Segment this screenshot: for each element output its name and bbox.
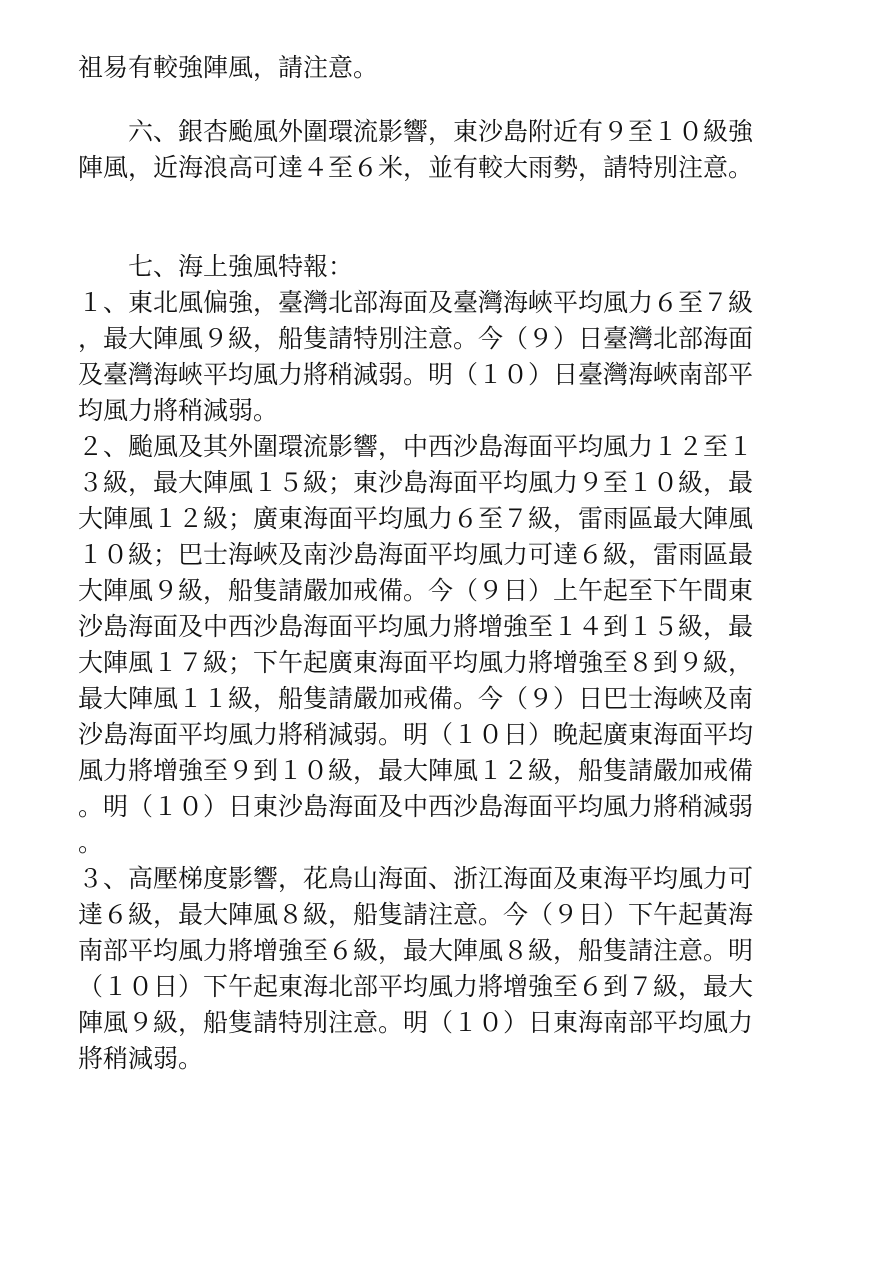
paragraph-line: 大陣風１７級；下午起廣東海面平均風力將增強至８到９級， — [78, 648, 754, 677]
paragraph-line: 陣風９級，船隻請特別注意。明（１０）日東海南部平均風力 — [78, 1008, 754, 1037]
paragraph-line: 最大陣風１１級，船隻請嚴加戒備。今（９）日巴士海峽及南 — [78, 684, 754, 713]
paragraph-line: 及臺灣海峽平均風力將稍減弱。明（１０）日臺灣海峽南部平 — [78, 360, 754, 389]
item2-paragraph — [78, 429, 813, 861]
paragraph-line: 均風力將稍減弱。 — [78, 396, 279, 425]
paragraph-line: 。 — [78, 828, 104, 857]
section6-line: 陣風，近海浪高可達４至６米，並有較大雨勢，請特別注意。 — [78, 153, 754, 182]
section6-line: 六、銀杏颱風外圍環流影響，東沙島附近有９至１０級強 — [128, 117, 754, 146]
paragraph-line: 沙島海面及中西沙島海面平均風力將增強至１４到１５級，最 — [78, 612, 754, 641]
spacer — [78, 186, 813, 249]
paragraph-line: 將稍減弱。 — [78, 1044, 204, 1073]
paragraph-line: ２、颱風及其外圍環流影響，中西沙島海面平均風力１２至１ — [78, 432, 754, 461]
paragraph-line: ３、高壓梯度影響，花鳥山海面、浙江海面及東海平均風力可 — [78, 864, 754, 893]
paragraph-line: １０級；巴士海峽及南沙島海面平均風力可達６級，雷雨區最 — [78, 540, 754, 569]
paragraph-line: 大陣風９級，船隻請嚴加戒備。今（９日）上午起至下午間東 — [78, 576, 754, 605]
item3-paragraph — [78, 861, 813, 1077]
paragraph-line: ，最大陣風９級，船隻請特別注意。今（９）日臺灣北部海面 — [78, 324, 754, 353]
document-page — [78, 50, 813, 1077]
spacer — [78, 86, 813, 114]
paragraph-line: 大陣風１２級；廣東海面平均風力６至７級，雷雨區最大陣風 — [78, 504, 754, 533]
paragraph-line: 沙島海面平均風力將稍減弱。明（１０日）晚起廣東海面平均 — [78, 720, 754, 749]
paragraph-line: 風力將增強至９到１０級，最大陣風１２級，船隻請嚴加戒備 — [78, 756, 754, 785]
item1-paragraph — [78, 285, 813, 429]
paragraph-line: ３級，最大陣風１５級；東沙島海面平均風力９至１０級，最 — [78, 468, 754, 497]
paragraph-line: 。明（１０）日東沙島海面及中西沙島海面平均風力將稍減弱 — [78, 792, 754, 821]
paragraph-line: 南部平均風力將增強至６級，最大陣風８級，船隻請注意。明 — [78, 936, 754, 965]
paragraph-line: （１０日）下午起東海北部平均風力將增強至６到７級，最大 — [78, 972, 754, 1001]
paragraph-line: 達６級，最大陣風８級，船隻請注意。今（９日）下午起黃海 — [78, 900, 754, 929]
paragraph-line: １、東北風偏強，臺灣北部海面及臺灣海峽平均風力６至７級 — [78, 288, 754, 317]
section7-heading: 七、海上強風特報： — [128, 252, 354, 281]
continued-line: 祖易有較強陣風，請注意。 — [78, 53, 379, 82]
